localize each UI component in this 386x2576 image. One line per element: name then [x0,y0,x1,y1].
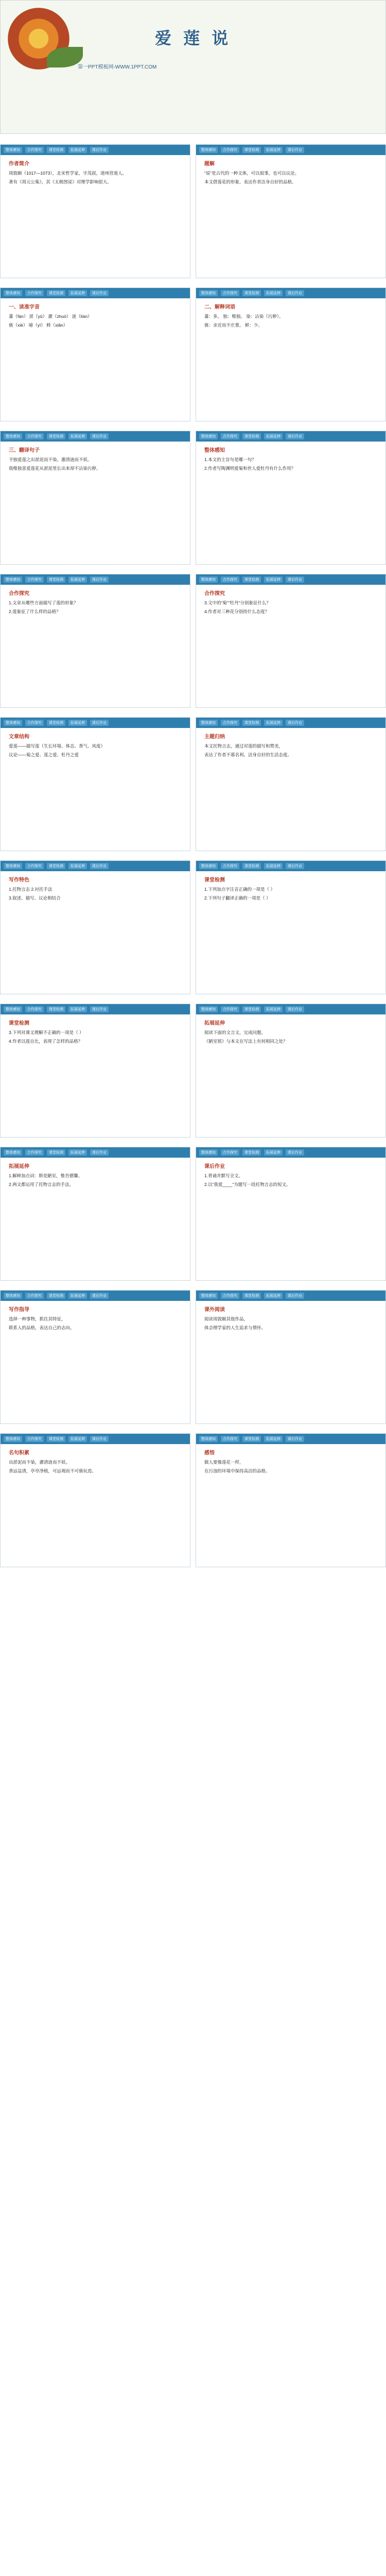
cover-slide [0,0,386,134]
slide-card[interactable] [0,1433,190,1567]
nav-tab[interactable]: 课堂检测 [242,577,261,583]
nav-tab[interactable]: 课堂检测 [242,433,261,439]
slide-nav-bar [1,861,190,871]
slide-card[interactable] [196,574,386,708]
nav-tab[interactable]: 整体感知 [4,1436,22,1442]
slide-text: 1.托物言志 2.衬托手法 [9,887,52,892]
nav-tab[interactable]: 课后作业 [286,1436,304,1442]
slide-content [204,1449,377,1561]
slide-content [9,876,182,988]
nav-tab[interactable]: 拓展延伸 [68,1006,87,1012]
nav-tab[interactable]: 课后作业 [286,147,304,153]
nav-tab[interactable]: 合作探究 [25,147,44,153]
nav-tab[interactable]: 课堂检测 [47,1293,65,1299]
slide-row [0,860,386,994]
slide-text: 我唯独喜爱莲花从淤泥里长出来却不沾染污秽。 [9,465,101,471]
slide-heading: 合作探究 [9,591,29,597]
nav-tab[interactable]: 拓展延伸 [264,433,283,439]
slide-nav-bar [196,1291,385,1301]
slide-nav-bar [196,431,385,442]
nav-tab[interactable]: 合作探究 [221,577,239,583]
nav-tab[interactable]: 合作探究 [221,1436,239,1442]
nav-tab[interactable]: 合作探究 [25,433,44,439]
nav-tab[interactable]: 合作探究 [25,1149,44,1156]
slide-text: 3.文中的“菊”“牡丹”分别象征什么？ [204,600,271,605]
slide-row [0,1290,386,1424]
nav-tab[interactable]: 课堂检测 [47,147,65,153]
slide-text: 予独爱莲之出淤泥而不染，濯清涟而不妖。 [9,457,92,462]
slide-nav-bar [1,1004,190,1014]
slide-text: 2.以“我爱____”为题写一段托物言志的短文。 [204,1181,291,1187]
slide-card[interactable] [0,1004,190,1138]
slide-heading: 课堂检测 [204,877,225,883]
slide-nav-bar [196,574,385,585]
slide-text: 3.下列对课文理解不正确的一项是（ ） [9,1030,84,1035]
slide-text: 出淤泥而不染，濯清涟而不妖。 [9,1460,71,1465]
nav-tab[interactable]: 课堂检测 [47,1436,65,1442]
slide-heading: 写作指导 [9,1307,29,1313]
slide-text: 2.作者写陶渊明爱菊和世人爱牡丹有什么作用？ [204,465,296,471]
nav-tab[interactable]: 拓展延伸 [264,1149,283,1156]
nav-tab[interactable]: 课后作业 [286,1149,304,1156]
nav-tab[interactable]: 合作探究 [25,1293,44,1299]
nav-tab[interactable]: 课堂检测 [242,720,261,726]
nav-tab[interactable]: 课堂检测 [47,577,65,583]
nav-tab[interactable]: 整体感知 [4,290,22,296]
slide-content [9,1163,182,1274]
nav-tab[interactable]: 整体感知 [199,1293,218,1299]
nav-tab[interactable]: 课后作业 [286,863,304,869]
slide-content [9,1020,182,1131]
slide-card[interactable] [0,431,190,565]
slide-content [204,590,377,701]
nav-tab[interactable]: 课堂检测 [242,1293,261,1299]
slide-row [0,1004,386,1138]
nav-tab[interactable]: 课堂检测 [47,863,65,869]
slide-nav-bar [1,145,190,155]
nav-tab[interactable]: 合作探究 [25,1006,44,1012]
slide-nav-bar [1,431,190,442]
nav-tab[interactable]: 整体感知 [199,863,218,869]
slide-heading: 合作探究 [204,591,225,597]
nav-tab[interactable]: 拓展延伸 [264,1436,283,1442]
nav-tab[interactable]: 整体感知 [4,1006,22,1012]
nav-tab[interactable]: 课堂检测 [242,1006,261,1012]
nav-tab[interactable]: 整体感知 [199,1006,218,1012]
slide-nav-bar [1,718,190,728]
nav-tab[interactable]: 课后作业 [90,577,109,583]
nav-tab[interactable]: 课堂检测 [242,863,261,869]
slide-heading: 一、读准字音 [9,304,40,310]
slide-text: 爱莲——描写莲（生长环境、体态、香气、风度） [9,743,106,749]
nav-tab[interactable]: 整体感知 [199,720,218,726]
slide-text: 选择一种事物，抓住其特征， [9,1316,66,1321]
slide-text: 本文借莲花的形象，表达作者洁身自好的品格。 [204,179,296,184]
slide-card[interactable] [196,287,386,421]
nav-tab[interactable]: 课后作业 [286,577,304,583]
nav-tab[interactable]: 课后作业 [286,1293,304,1299]
slide-heading: 文章结构 [9,734,29,740]
slide-text: 2.两文都运用了托物言志的手法。 [9,1181,74,1187]
nav-tab[interactable]: 拓展延伸 [68,1436,87,1442]
slide-heading: 课堂检测 [9,1021,29,1026]
cover-link[interactable]: 第一PPT模板网-WWW.1PPT.COM [78,64,157,70]
slide-text: 香远益清，亭亭净植，可远观而不可亵玩焉。 [9,1468,97,1473]
slide-card[interactable] [0,144,190,278]
nav-tab[interactable]: 合作探究 [25,720,44,726]
slide-content [204,1163,377,1274]
nav-tab[interactable]: 课后作业 [90,1436,109,1442]
nav-tab[interactable]: 拓展延伸 [264,1006,283,1012]
slide-nav-bar [196,288,385,298]
slide-text: 1.本文的主旨句是哪一句？ [204,457,256,462]
nav-tab[interactable]: 课堂检测 [47,1006,65,1012]
nav-tab[interactable]: 课后作业 [90,433,109,439]
slide-card[interactable] [196,144,386,278]
slide-content [204,1020,377,1131]
nav-tab[interactable]: 拓展延伸 [68,577,87,583]
nav-tab[interactable]: 合作探究 [25,863,44,869]
slide-card[interactable] [0,1290,190,1424]
nav-tab[interactable]: 整体感知 [4,577,22,583]
nav-tab[interactable]: 整体感知 [4,147,22,153]
nav-tab[interactable]: 整体感知 [199,290,218,296]
slide-nav-bar [1,1147,190,1158]
slide-heading: 感悟 [204,1450,215,1456]
nav-tab[interactable]: 拓展延伸 [264,290,283,296]
nav-tab[interactable]: 拓展延伸 [68,1293,87,1299]
slide-nav-bar [1,288,190,298]
nav-tab[interactable]: 合作探究 [221,147,239,153]
slide-content [204,1306,377,1417]
slide-text: 蕃（fán） 淤（yū） 濯（zhuó） 涟（lián） [9,314,92,319]
nav-tab[interactable]: 课后作业 [286,1006,304,1012]
slide-text: 做人要像莲花一样， [204,1460,244,1465]
nav-tab[interactable]: 拓展延伸 [68,433,87,439]
nav-tab[interactable]: 课后作业 [286,290,304,296]
slide-content [204,876,377,988]
nav-tab[interactable]: 拓展延伸 [264,863,283,869]
slide-text: 4.作者对三种花分别持什么态度？ [204,608,270,614]
slide-row [0,144,386,278]
nav-tab[interactable]: 课堂检测 [242,147,261,153]
nav-tab[interactable]: 整体感知 [199,1149,218,1156]
slide-text: 蕃：多。 独：唯独。 染：沾染（污秽）。 [204,314,284,319]
slide-nav-bar [196,1147,385,1158]
slide-card[interactable] [196,1147,386,1281]
slide-text: 2.下列句子翻译正确的一项是（ ） [204,895,271,901]
slide-nav-bar [196,861,385,871]
nav-tab[interactable]: 合作探究 [221,720,239,726]
nav-tab[interactable]: 整体感知 [4,433,22,439]
slide-heading: 拓展延伸 [204,1021,225,1026]
nav-tab[interactable]: 整体感知 [199,433,218,439]
slide-text: 亵：亲近而不庄重。 鲜：少。 [204,322,262,328]
nav-tab[interactable]: 课后作业 [90,863,109,869]
nav-tab[interactable]: 拓展延伸 [68,147,87,153]
nav-tab[interactable]: 课堂检测 [242,290,261,296]
slide-text: 著有《周元公集》，其《太极图说》对理学影响很大。 [9,179,112,184]
nav-tab[interactable]: 合作探究 [221,1293,239,1299]
slide-heading: 名句积累 [9,1450,29,1456]
slide-text: 1.背诵并默写全文。 [204,1173,243,1178]
slide-nav-bar [196,1004,385,1014]
slide-card[interactable] [196,1433,386,1567]
nav-tab[interactable]: 拓展延伸 [68,720,87,726]
slide-nav-bar [196,1434,385,1444]
slide-text: 议论——菊之爱、莲之爱、牡丹之爱 [9,752,79,757]
slide-content [9,1449,182,1561]
slide-text: 周敦颐（1017—1073），北宋哲学家，字茂叔，道州营道人。 [9,171,127,176]
slide-row [0,287,386,421]
slide-card[interactable] [0,574,190,708]
slide-card[interactable] [0,717,190,851]
nav-tab[interactable]: 合作探究 [221,1149,239,1156]
slide-text: 4.作者以莲自比，表现了怎样的品格？ [9,1038,83,1044]
slide-nav-bar [196,145,385,155]
slide-heading: 作者简介 [9,161,29,167]
slide-card[interactable] [196,1290,386,1424]
nav-tab[interactable]: 课后作业 [286,433,304,439]
nav-tab[interactable]: 课堂检测 [47,433,65,439]
slide-content [204,733,377,844]
slide-content [9,590,182,701]
slide-heading: 二、解释词语 [204,304,235,310]
nav-tab[interactable]: 合作探究 [25,577,44,583]
slide-row [0,1433,386,1567]
nav-tab[interactable]: 整体感知 [199,1436,218,1442]
slide-nav-bar [1,1291,190,1301]
slide-text: “说”是古代的一种文体，可以叙事，也可以议论。 [204,171,300,176]
nav-tab[interactable]: 整体感知 [199,147,218,153]
nav-tab[interactable]: 合作探究 [25,1436,44,1442]
slide-text: 表达了作者不慕名利、洁身自好的生活态度。 [204,752,292,757]
slide-content [9,1306,182,1417]
slide-content [9,160,182,272]
nav-tab[interactable]: 拓展延伸 [68,863,87,869]
slide-content [9,303,182,415]
nav-tab[interactable]: 合作探究 [221,290,239,296]
slide-text: 阅读周敦颐其他作品， [204,1316,249,1321]
slide-heading: 三、翻译句子 [9,448,40,453]
slide-row [0,1147,386,1281]
nav-tab[interactable]: 拓展延伸 [264,720,283,726]
cover-title: 爱 莲 说 [155,28,232,48]
slide-text: 本文托物言志，通过对莲的描写和赞美， [204,743,284,749]
nav-tab[interactable]: 课后作业 [90,290,109,296]
nav-tab[interactable]: 课后作业 [90,147,109,153]
slide-heading: 拓展延伸 [9,1164,29,1170]
nav-tab[interactable]: 合作探究 [25,290,44,296]
slide-heading: 写作特色 [9,877,29,883]
slide-nav-bar [1,1434,190,1444]
slide-text: 2.莲象征了什么样的品格？ [9,608,61,614]
slide-heading: 主题归纳 [204,734,225,740]
slide-nav-bar [1,574,190,585]
nav-tab[interactable]: 课堂检测 [47,290,65,296]
nav-tab[interactable]: 合作探究 [221,863,239,869]
slide-heading: 课外阅读 [204,1307,225,1313]
slide-heading: 课后作业 [204,1164,225,1170]
slide-text: 1.文章从哪些方面描写了莲的形象？ [9,600,78,605]
slide-card[interactable] [0,860,190,994]
nav-tab[interactable]: 课后作业 [286,720,304,726]
nav-tab[interactable]: 拓展延伸 [264,577,283,583]
slide-nav-bar [196,718,385,728]
nav-tab[interactable]: 拓展延伸 [264,1293,283,1299]
slide-card[interactable] [196,1004,386,1138]
slide-text: 《陋室铭》与本文在写法上有何相同之处？ [204,1038,288,1044]
nav-tab[interactable]: 合作探究 [221,433,239,439]
slide-content [9,733,182,844]
nav-tab[interactable]: 课后作业 [90,720,109,726]
slide-text: 阅读下面的文言文，完成问题。 [204,1030,266,1035]
slide-row [0,431,386,565]
slide-content [204,303,377,415]
slide-content [9,447,182,558]
slide-heading: 整体感知 [204,448,225,453]
slide-text: 体会理学家的人生追求与情怀。 [204,1325,266,1330]
nav-tab[interactable]: 拓展延伸 [264,147,283,153]
slide-heading: 题解 [204,161,215,167]
nav-tab[interactable]: 合作探究 [221,1006,239,1012]
slide-card[interactable] [0,287,190,421]
slide-card[interactable] [0,1147,190,1281]
slide-text: 1.下列加点字注音正确的一项是（ ） [204,887,275,892]
nav-tab[interactable]: 课后作业 [90,1293,109,1299]
nav-tab[interactable]: 整体感知 [4,720,22,726]
nav-tab[interactable]: 课堂检测 [47,1149,65,1156]
slide-text: 1.解释加点词：斯是陋室，惟吾德馨。 [9,1173,83,1178]
nav-tab[interactable]: 课堂检测 [242,1436,261,1442]
slide-content [204,447,377,558]
nav-tab[interactable]: 课堂检测 [242,1149,261,1156]
slide-content [204,160,377,272]
nav-tab[interactable]: 拓展延伸 [68,290,87,296]
nav-tab[interactable]: 课后作业 [90,1149,109,1156]
slide-card[interactable] [196,431,386,565]
nav-tab[interactable]: 课后作业 [90,1006,109,1012]
slide-text: 联系人的品格，表达自己的志向。 [9,1325,75,1330]
slide-text: 3.叙述、描写、议论相结合 [9,895,61,901]
slide-row [0,717,386,851]
slide-text: 在污浊的环境中保持高洁的品格。 [204,1468,270,1473]
cover-row [0,0,386,134]
nav-tab[interactable]: 整体感知 [199,577,218,583]
nav-tab[interactable]: 整体感知 [4,1149,22,1156]
nav-tab[interactable]: 整体感知 [4,863,22,869]
slide-card[interactable] [196,717,386,851]
nav-tab[interactable]: 整体感知 [4,1293,22,1299]
slide-text: 亵（xiè） 噫（yī） 鲜（xiǎn） [9,322,68,328]
nav-tab[interactable]: 拓展延伸 [68,1149,87,1156]
slide-card[interactable] [196,860,386,994]
slide-row [0,574,386,708]
nav-tab[interactable]: 课堂检测 [47,720,65,726]
